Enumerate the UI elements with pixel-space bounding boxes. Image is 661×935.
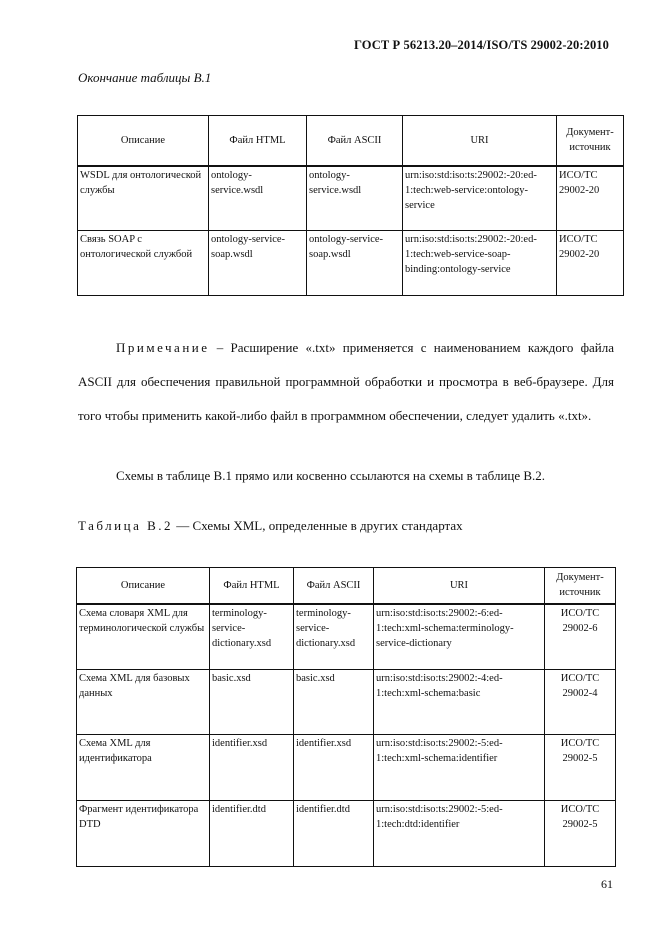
cell-html-file: basic.xsd <box>210 670 294 735</box>
table-b2-title: — Схемы XML, определенные в других стандартах <box>173 518 463 533</box>
column-header-ascii-file: Файл ASCII <box>294 568 374 604</box>
cell-ascii-file: terminology-service-dictionary.xsd <box>294 604 374 670</box>
cell-html-file: identifier.xsd <box>210 735 294 801</box>
cell-source-document: ИСО/ТС 29002-5 <box>545 801 616 867</box>
table-header-row <box>77 568 616 604</box>
table-row <box>78 231 624 296</box>
cell-source-document: ИСО/ТС 29002-5 <box>545 735 616 801</box>
cell-ascii-file: basic.xsd <box>294 670 374 735</box>
cell-description: Связь SOAP с онтологической службой <box>78 231 209 296</box>
cell-uri: urn:iso:std:iso:ts:29002:-5:ed-1:tech:dtd:identifier <box>374 801 545 867</box>
cell-source-document: ИСО/ТС 29002-6 <box>545 604 616 670</box>
table-b2-label: Таблица В.2 <box>78 518 174 533</box>
column-header-description: Описание <box>77 568 210 604</box>
table-row <box>77 670 616 735</box>
cell-uri: urn:iso:std:iso:ts:29002:-4:ed-1:tech:xml-schema:basic <box>374 670 545 735</box>
note-text: – Расширение «.txt» применяется с наименованием каждого файла ASCII для обеспечения правильной программной обработки и просмотра в веб-браузере. Для того чтобы применить какой-либо файл в программном обеспечении, следует удалить «.txt». <box>78 340 614 423</box>
column-header-ascii-file: Файл ASCII <box>307 116 403 166</box>
table-b2 <box>76 567 616 867</box>
cell-ascii-file: ontology-service.wsdl <box>307 166 403 231</box>
cell-uri: urn:iso:std:iso:ts:29002:-20:ed-1:tech:web-service:ontology-service <box>403 166 557 231</box>
column-header-uri: URI <box>403 116 557 166</box>
cell-description: Схема словаря XML для терминологической службы <box>77 604 210 670</box>
cell-source-document: ИСО/ТС 29002-20 <box>557 231 624 296</box>
cell-description: Фрагмент идентификатора DTD <box>77 801 210 867</box>
cell-source-document: ИСО/ТС 29002-20 <box>557 166 624 231</box>
document-standard-header: ГОСТ Р 56213.20–2014/ISO/TS 29002-20:2010 <box>354 38 609 52</box>
cell-html-file: ontology-service-soap.wsdl <box>209 231 307 296</box>
cell-ascii-file: identifier.dtd <box>294 801 374 867</box>
column-header-html-file: Файл HTML <box>209 116 307 166</box>
table-row <box>77 604 616 670</box>
cell-html-file: ontology-service.wsdl <box>209 166 307 231</box>
cell-description: Схема XML для базовых данных <box>77 670 210 735</box>
cell-html-file: terminology-service-dictionary.xsd <box>210 604 294 670</box>
note-paragraph <box>78 331 614 433</box>
cell-description: WSDL для онтологической службы <box>78 166 209 231</box>
table-b2-caption <box>78 518 463 534</box>
column-header-html-file: Файл HTML <box>210 568 294 604</box>
cell-source-document: ИСО/ТС 29002-4 <box>545 670 616 735</box>
column-header-source-document: Документ-источник <box>545 568 616 604</box>
column-header-description: Описание <box>78 116 209 166</box>
cell-uri: urn:iso:std:iso:ts:29002:-5:ed-1:tech:xml-schema:identifier <box>374 735 545 801</box>
column-header-source-document: Документ-источник <box>557 116 624 166</box>
table-b1-end <box>77 115 624 296</box>
cell-ascii-file: identifier.xsd <box>294 735 374 801</box>
cell-uri: urn:iso:std:iso:ts:29002:-20:ed-1:tech:web-service-soap-binding:ontology-service <box>403 231 557 296</box>
note-label: Примечание <box>116 340 210 355</box>
cell-ascii-file: ontology-service-soap.wsdl <box>307 231 403 296</box>
table-header-row <box>78 116 624 166</box>
table-row <box>77 801 616 867</box>
table-continuation-caption: Окончание таблицы В.1 <box>78 70 212 85</box>
table-row <box>78 166 624 231</box>
cell-html-file: identifier.dtd <box>210 801 294 867</box>
cell-description: Схема XML для идентификатора <box>77 735 210 801</box>
column-header-uri: URI <box>374 568 545 604</box>
body-paragraph <box>78 463 614 489</box>
page-number: 61 <box>601 877 613 891</box>
body-paragraph-text: Схемы в таблице В.1 прямо или косвенно ссылаются на схемы в таблице В.2. <box>116 468 546 483</box>
table-row <box>77 735 616 801</box>
cell-uri: urn:iso:std:iso:ts:29002:-6:ed-1:tech:xml-schema:terminology-service-dictionary <box>374 604 545 670</box>
